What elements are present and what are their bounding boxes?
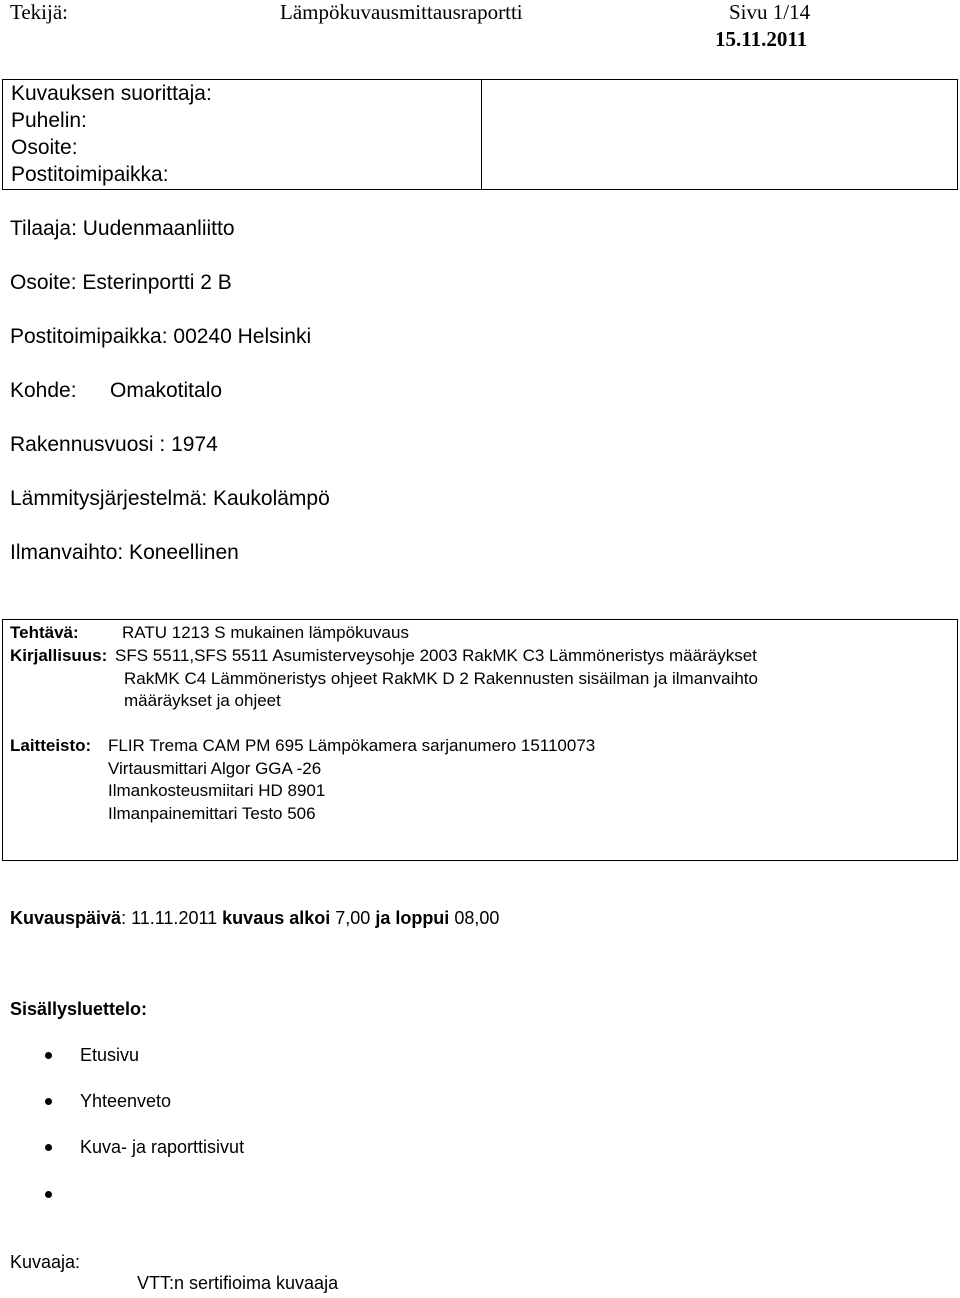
photographer-label: Kuvauksen suorittaja:	[11, 82, 212, 105]
certification-text: VTT:n sertifioima kuvaaja	[137, 1273, 339, 1293]
equipment-line: Virtausmittari Algor GGA -26	[108, 759, 322, 778]
equipment-line: Ilmankosteusmiitari HD 8901	[108, 781, 326, 800]
table-divider	[481, 80, 482, 189]
end-value: 08,00	[454, 908, 500, 928]
equipment-label: Laitteisto:	[10, 736, 92, 755]
postal-label: Postitoimipaikka:	[11, 163, 169, 186]
client-line: Tilaaja: Uudenmaanliitto	[10, 217, 235, 240]
contact-labels	[11, 80, 212, 188]
date-label: Kuvauspäivä	[10, 908, 122, 928]
author-label: Tekijä:	[10, 0, 69, 24]
heating-system: Lämmitysjärjestelmä: Kaukolämpö	[10, 487, 330, 510]
contact-table	[2, 79, 958, 190]
bullet-icon	[45, 1144, 52, 1151]
page-number: Sivu 1/14	[729, 0, 811, 24]
phone-label: Puhelin:	[11, 109, 87, 132]
equipment-line: FLIR Trema CAM PM 695 Lämpökamera sarjanumero 15110073	[108, 736, 596, 755]
target-value: Omakotitalo	[110, 379, 223, 402]
address-label: Osoite:	[11, 136, 78, 159]
client-postal: Postitoimipaikka: 00240 Helsinki	[10, 325, 312, 348]
toc-item: Yhteenveto	[80, 1091, 172, 1111]
start-value: 7,00	[335, 908, 371, 928]
date-value: : 11.11.2011	[121, 908, 218, 928]
task-label: Tehtävä:	[10, 623, 79, 642]
start-label: kuvaus alkoi	[222, 908, 331, 928]
toc-title: Sisällysluettelo:	[10, 999, 148, 1019]
photographer-footer-label: Kuvaaja:	[10, 1252, 81, 1272]
bullet-icon	[45, 1052, 52, 1059]
toc-item: Kuva- ja raporttisivut	[80, 1137, 245, 1157]
literature-line: määräykset ja ohjeet	[124, 691, 281, 710]
report-title: Lämpökuvausmittausraportti	[280, 0, 523, 24]
session-line	[10, 908, 499, 929]
literature-line: RakMK C4 Lämmöneristys ohjeet RakMK D 2 Rakennusten sisäilman ja ilmanvaihto	[124, 669, 758, 688]
literature-label: Kirjallisuus:	[10, 646, 108, 665]
toc-item: Etusivu	[80, 1045, 140, 1065]
ventilation: Ilmanvaihto: Koneellinen	[10, 541, 239, 564]
build-year: Rakennusvuosi : 1974	[10, 433, 218, 456]
report-date: 15.11.2011	[715, 27, 808, 51]
bullet-icon	[45, 1098, 52, 1105]
target-label: Kohde:	[10, 379, 77, 402]
task-value: RATU 1213 S mukainen lämpökuvaus	[122, 623, 409, 642]
task-box	[2, 619, 958, 861]
literature-line: SFS 5511,SFS 5511 Asumisterveysohje 2003 RakMK C3 Lämmöneristys määräykset	[115, 646, 757, 665]
equipment-line: Ilmanpainemittari Testo 506	[108, 804, 316, 823]
client-address: Osoite: Esterinportti 2 B	[10, 271, 232, 294]
bullet-icon	[45, 1191, 52, 1198]
end-label: ja loppui	[375, 908, 450, 928]
